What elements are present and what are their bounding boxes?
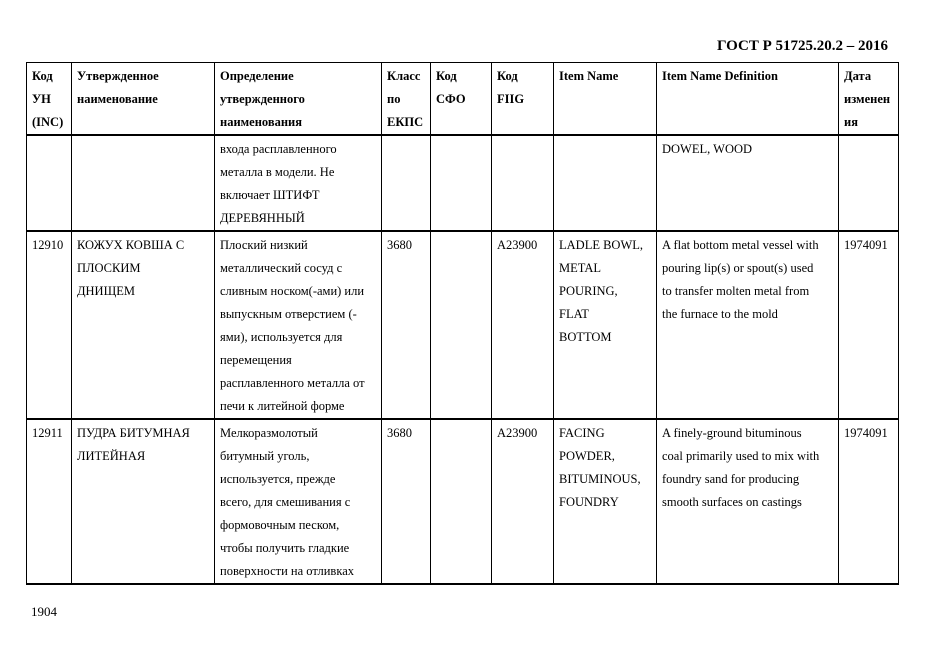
cell-inc (27, 135, 72, 231)
column-header-definition: Определение утвержденного наименования (215, 63, 382, 136)
standard-number: ГОСТ Р 51725.20.2 – 2016 (716, 38, 888, 54)
cell-definition: входа расплавленного металла в модели. Не включает ШТИФТ ДЕРЕВЯННЫЙ (215, 135, 382, 231)
cell-inc: 12910 (27, 231, 72, 419)
cell-change-date: 1974091 (839, 419, 899, 584)
cell-item-name: FACING POWDER, BITUMINOUS, FOUNDRY (554, 419, 657, 584)
column-header-class: Класс по ЕКПС (382, 63, 431, 136)
document-header (717, 38, 888, 55)
cell-class: 3680 (382, 419, 431, 584)
column-header-fiig: Код FIIG (492, 63, 554, 136)
cell-sfo (431, 135, 492, 231)
cell-item-name: LADLE BOWL, METAL POURING, FLAT BOTTOM (554, 231, 657, 419)
column-header-change-date: Дата изменен ия (839, 63, 899, 136)
cell-sfo (431, 419, 492, 584)
cell-class: 3680 (382, 231, 431, 419)
cell-approved-name: ПУДРА БИТУМНАЯ ЛИТЕЙНАЯ (72, 419, 215, 584)
column-header-sfo: Код СФО (431, 63, 492, 136)
cell-definition: Мелкоразмолотый битумный уголь, используется, прежде всего, для смешивания с формовочным песком, чтобы получить гладкие поверхности на отливках (215, 419, 382, 584)
cell-change-date (839, 135, 899, 231)
cell-inc: 12911 (27, 419, 72, 584)
cell-item-definition: A finely-ground bituminous coal primarily used to mix with foundry sand for producing smooth surfaces on castings (657, 419, 839, 584)
cell-change-date: 1974091 (839, 231, 899, 419)
cell-definition: Плоский низкий металлический сосуд с сливным носком(-ами) или выпускным отверстием (- ями), используется для перемещения расплавленного металла от печи к литейной форме (215, 231, 382, 419)
column-header-item-name: Item Name (554, 63, 657, 136)
cell-class (382, 135, 431, 231)
cell-approved-name (72, 135, 215, 231)
page-number: 1904 (31, 604, 57, 619)
column-header-inc: Код УН (INC) (27, 63, 72, 136)
column-header-approved-name: Утвержденное наименование (72, 63, 215, 136)
cell-sfo (431, 231, 492, 419)
cell-item-definition: DOWEL, WOOD (657, 135, 839, 231)
cell-approved-name: КОЖУХ КОВША С ПЛОСКИМ ДНИЩЕМ (72, 231, 215, 419)
cell-fiig: A23900 (492, 419, 554, 584)
table-row (27, 135, 899, 231)
table-row (27, 419, 899, 584)
item-name-table (26, 62, 899, 585)
table-header-row (27, 63, 899, 136)
cell-item-name (554, 135, 657, 231)
table-row (27, 231, 899, 419)
cell-fiig: A23900 (492, 231, 554, 419)
cell-fiig (492, 135, 554, 231)
column-header-item-definition: Item Name Definition (657, 63, 839, 136)
cell-item-definition: A flat bottom metal vessel with pouring lip(s) or spout(s) used to transfer molten metal from the furnace to the mold (657, 231, 839, 419)
